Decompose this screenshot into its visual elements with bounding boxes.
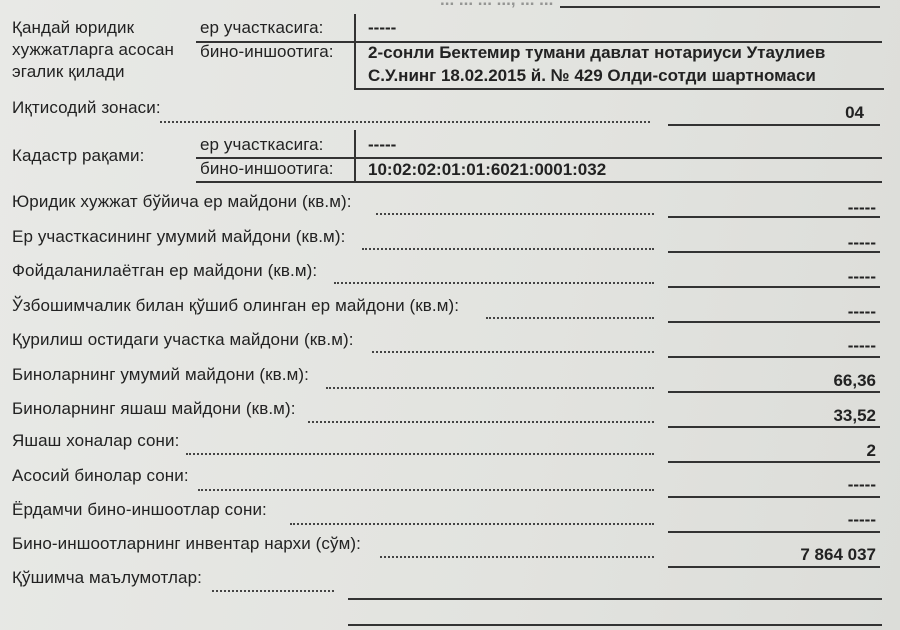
row-value: 2 xyxy=(866,441,876,460)
row-label: Яшаш хоналар сони: xyxy=(12,431,180,450)
ownership-building-label: бино-иншоотига: xyxy=(200,42,334,61)
row-label: Қурилиш остидаги участка майдони (кв.м): xyxy=(12,330,354,349)
additional-info-rule-1 xyxy=(348,598,882,600)
cadastre-land-value: ----- xyxy=(368,135,397,154)
row-rule xyxy=(668,356,880,358)
ownership-label-line-3: эгалик қилади xyxy=(12,62,125,81)
row-label: Фойдаланилаётган ер майдони (кв.м): xyxy=(12,261,318,280)
ownership-building-value-line-1: 2-сонли Бектемир тумани давлат нотариуси Утаулиев xyxy=(368,43,826,62)
row-rule xyxy=(668,461,880,463)
ownership-label-line-1: Қандай юридик xyxy=(12,18,135,37)
ownership-divider xyxy=(354,14,356,90)
row-value: 33,52 xyxy=(833,406,876,425)
cadastre-land-label: ер участкасига: xyxy=(200,135,324,154)
row-value: ----- xyxy=(847,233,876,252)
economic-zone-label: Иқтисодий зонаси: xyxy=(12,98,161,117)
ownership-building-rule xyxy=(354,88,884,90)
ownership-label-line-2: хужжатларга асосан xyxy=(12,40,175,59)
cadastre-building-value: 10:02:02:01:01:6021:0001:032 xyxy=(368,160,607,179)
row-dots xyxy=(290,523,654,525)
row-rule xyxy=(668,391,880,393)
row-label: Ёрдамчи бино-иншоотлар сони: xyxy=(12,500,267,519)
row-rule xyxy=(668,216,880,218)
row-rule xyxy=(668,321,880,323)
additional-info-rule-2 xyxy=(348,624,882,626)
row-label: Биноларнинг умумий майдони (кв.м): xyxy=(12,365,309,384)
row-label: Асосий бинолар сони: xyxy=(12,466,189,485)
row-value: ----- xyxy=(847,336,876,355)
economic-zone-rule xyxy=(668,124,880,126)
ownership-land-label: ер участкасига: xyxy=(200,18,324,37)
row-label: Ўзбошимчалик билан қўшиб олинган ер майдони (кв.м): xyxy=(12,296,460,315)
ownership-land-value: ----- xyxy=(368,18,397,37)
row-dots xyxy=(380,556,654,558)
row-dots xyxy=(326,387,654,389)
row-dots xyxy=(308,421,654,423)
row-dots xyxy=(376,213,654,215)
row-value: 66,36 xyxy=(833,371,876,390)
ownership-building-value-line-2: С.У.нинг 18.02.2015 й. № 429 Олди-сотди шартномаси xyxy=(368,66,816,85)
economic-zone-dots xyxy=(160,121,650,123)
row-rule xyxy=(668,496,880,498)
row-label: Юридик хужжат бўйича ер майдони (кв.м): xyxy=(12,192,352,211)
row-value: ----- xyxy=(847,267,876,286)
cadastre-label: Кадастр рақами: xyxy=(12,146,145,165)
cadastre-divider xyxy=(354,130,356,182)
row-value: 7 864 037 xyxy=(800,545,876,564)
row-label: Ер участкасининг умумий майдони (кв.м): xyxy=(12,227,346,246)
cadastre-building-rule xyxy=(196,181,882,183)
row-rule xyxy=(668,566,880,568)
row-value: ----- xyxy=(847,510,876,529)
row-rule xyxy=(668,251,880,253)
row-dots xyxy=(186,453,654,455)
header-rule xyxy=(560,6,880,8)
row-label: Бино-иншоотларнинг инвентар нархи (сўм): xyxy=(12,534,362,553)
cadastre-building-label: бино-иншоотига: xyxy=(200,159,334,178)
row-dots xyxy=(362,248,654,250)
row-rule xyxy=(668,531,880,533)
row-rule xyxy=(668,286,880,288)
row-dots xyxy=(372,351,654,353)
economic-zone-value: 04 xyxy=(845,103,864,122)
row-dots xyxy=(198,489,654,491)
row-value: ----- xyxy=(847,302,876,321)
row-dots xyxy=(486,317,654,319)
row-label: Биноларнинг яшаш майдони (кв.м): xyxy=(12,399,296,418)
additional-info-label: Қўшимча маълумотлар: xyxy=(12,568,202,587)
row-dots xyxy=(334,282,654,284)
row-value: ----- xyxy=(847,475,876,494)
header-cut-text xyxy=(440,0,553,10)
additional-info-dots xyxy=(212,590,334,592)
row-rule xyxy=(668,426,880,428)
row-value: ----- xyxy=(847,198,876,217)
